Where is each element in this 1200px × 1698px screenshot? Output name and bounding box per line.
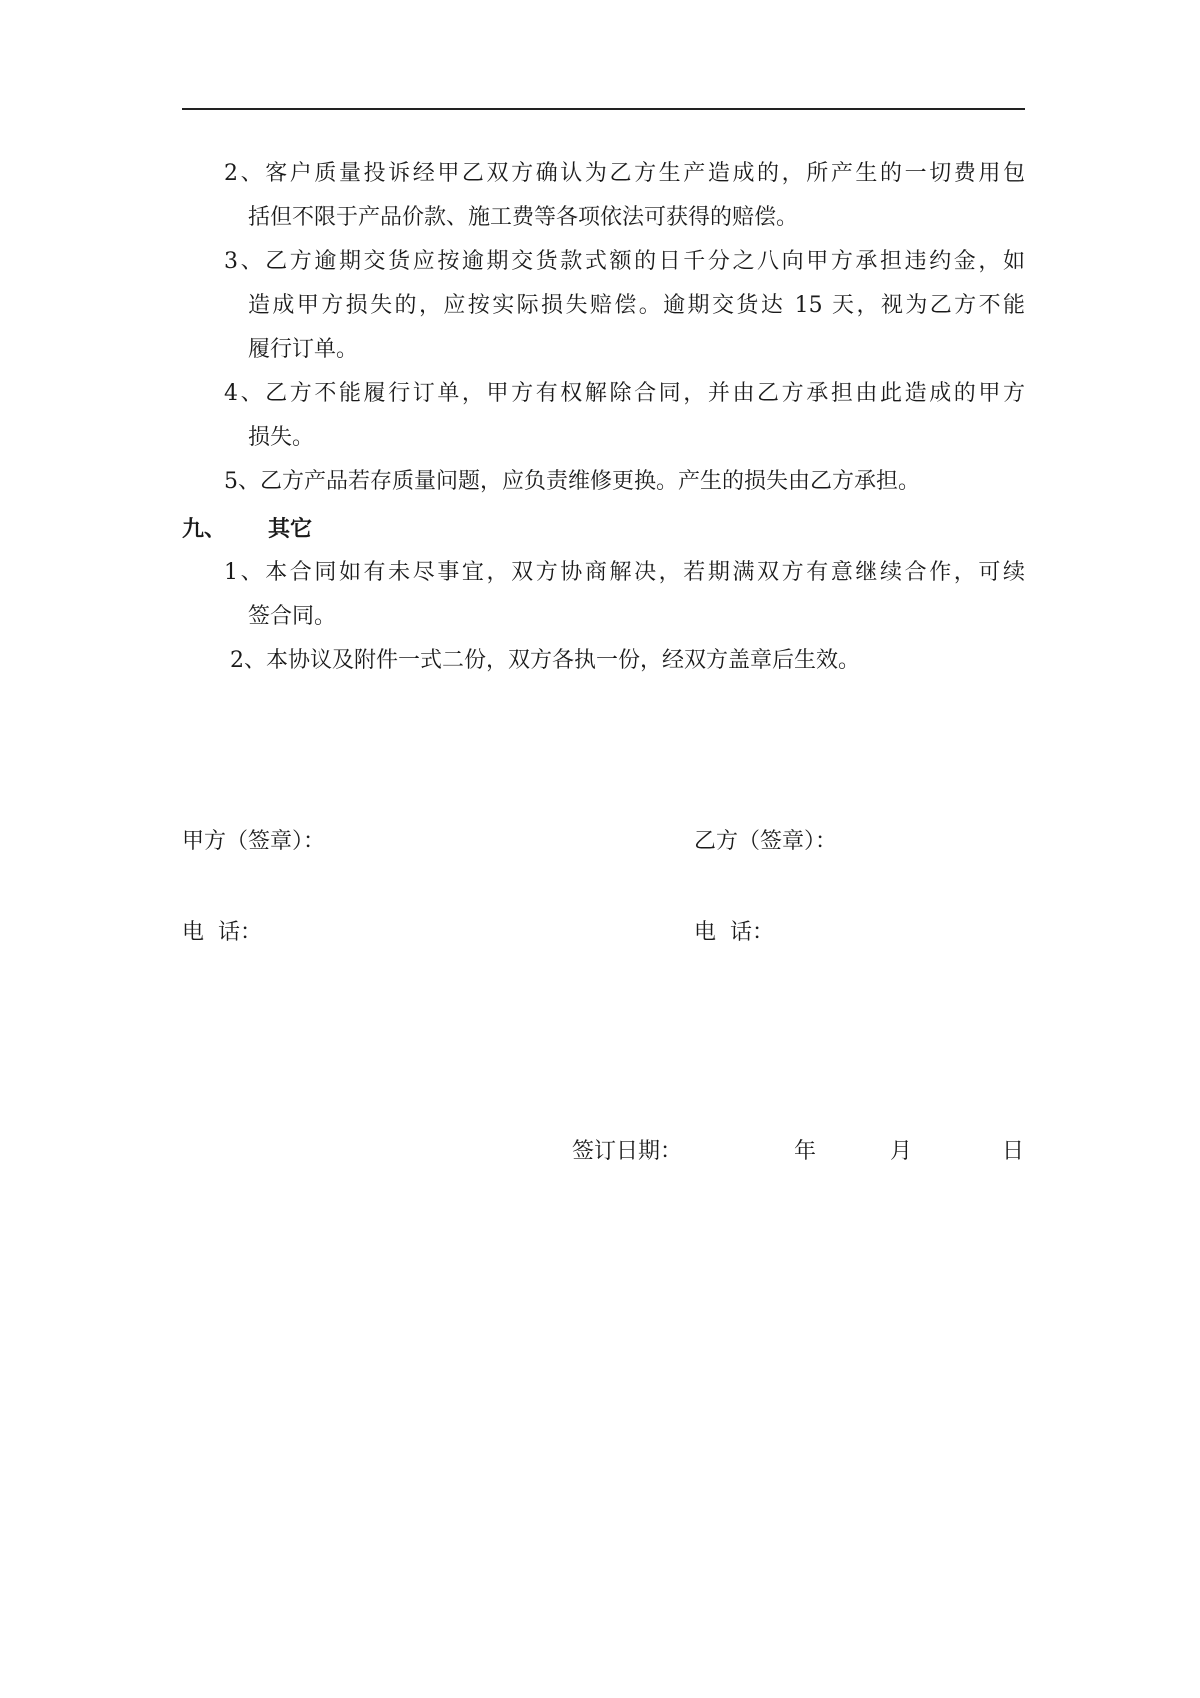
party-a-signature-label: 甲方（签章）： xyxy=(182,829,326,854)
clause-number: 5、 xyxy=(224,469,260,494)
clause-line: 损失。 xyxy=(248,425,315,450)
signing-date-month: 月 xyxy=(890,1139,913,1164)
clause-line xyxy=(182,551,1025,595)
clause-number: 3、 xyxy=(224,249,266,274)
clause-text: 客户质量投诉经甲乙双方确认为乙方生产造成的，所产生的一切费用包 xyxy=(265,161,1025,186)
clause-item-2 xyxy=(182,152,1025,240)
clause-item-4 xyxy=(182,372,1025,460)
clause-text: 本协议及附件一式二份，双方各执一份，经双方盖章后生效。 xyxy=(266,648,861,673)
party-a-phone-label: 电 话： xyxy=(182,920,262,945)
signing-date-day: 日 xyxy=(1002,1139,1025,1164)
clause-line: 括但不限于产品价款、施工费等各项依法可获得的赔偿。 xyxy=(248,205,799,230)
clause-line: 签合同。 xyxy=(248,604,337,629)
clause-text: 乙方不能履行订单，甲方有权解除合同，并由乙方承担由此造成的甲方 xyxy=(265,381,1025,406)
clause-number: 4、 xyxy=(224,381,266,406)
clause-line xyxy=(182,639,1025,683)
clause-item-5 xyxy=(182,460,1025,504)
clause-line: 造成甲方损失的，应按实际损失赔偿。逾期交货达 15 天，视为乙方不能 xyxy=(248,293,1025,318)
clause-list-section-8 xyxy=(182,152,1025,504)
clause-item-3 xyxy=(182,240,1025,372)
clause-text: 乙方逾期交货应按逾期交货款式额的日千分之八向甲方承担违约金，如 xyxy=(265,249,1025,274)
clause-line xyxy=(182,240,1025,284)
clause-line xyxy=(182,152,1025,196)
section-title: 其它 xyxy=(268,516,313,542)
clause-text: 乙方产品若存质量问题，应负责维修更换。产生的损失由乙方承担。 xyxy=(260,469,921,494)
clause-item-9-2 xyxy=(182,639,1025,683)
clause-number: 2、 xyxy=(230,648,266,673)
clause-list-section-9 xyxy=(182,551,1025,683)
clause-text: 本合同如有未尽事宜，双方协商解决，若期满双方有意继续合作，可续 xyxy=(265,560,1025,585)
section-heading-9 xyxy=(182,507,312,551)
signing-date-year: 年 xyxy=(794,1139,817,1164)
clause-number: 2、 xyxy=(224,161,266,186)
clause-line xyxy=(182,460,1025,504)
party-b-phone-label: 电 话： xyxy=(694,920,774,945)
party-b-signature-label: 乙方（签章）： xyxy=(694,829,838,854)
clause-line xyxy=(182,372,1025,416)
clause-item-9-1 xyxy=(182,551,1025,639)
clause-number: 1、 xyxy=(224,560,266,585)
signing-date-label: 签订日期： xyxy=(572,1139,683,1164)
section-number: 九、 xyxy=(182,516,227,542)
header-rule xyxy=(182,108,1025,110)
clause-line: 履行订单。 xyxy=(248,337,359,362)
